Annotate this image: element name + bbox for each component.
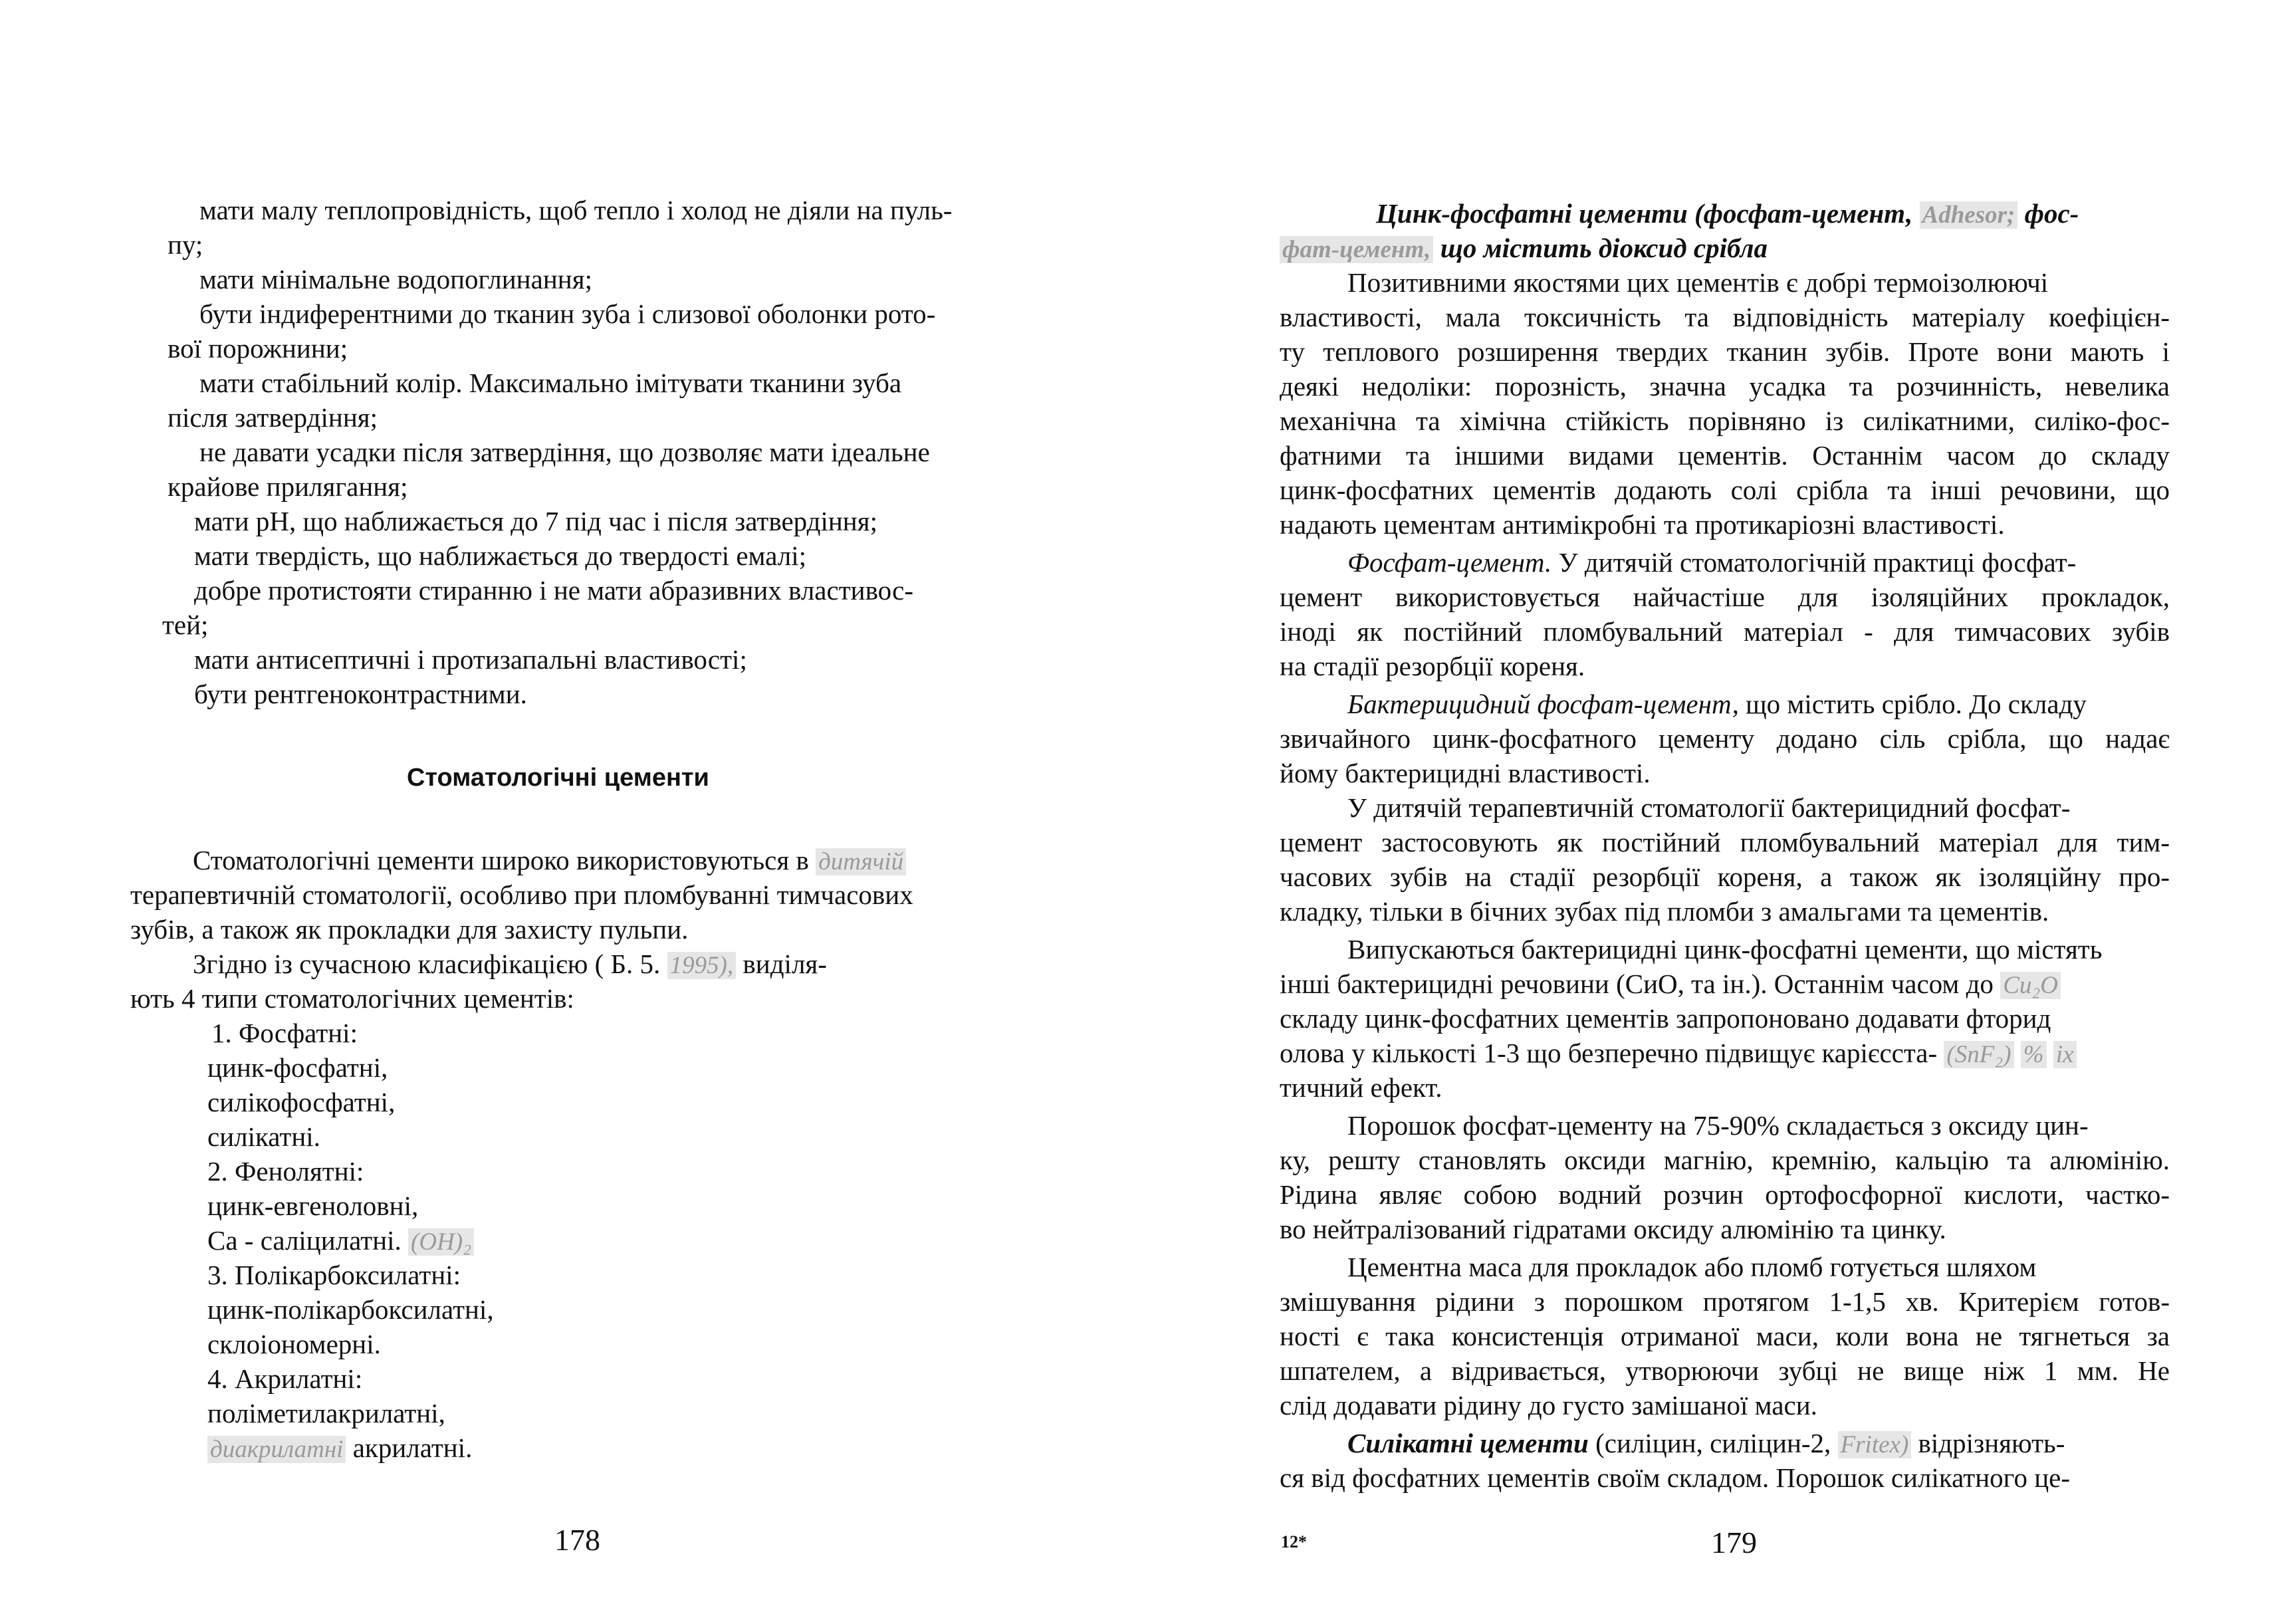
paragraph-line: зубів, а також як прокладки для захисту пульпи.	[130, 914, 689, 945]
list-line: тей;	[162, 610, 209, 640]
class-item: силікатні.	[207, 1121, 320, 1152]
paragraph-line: Випускаються бактерицидні цинк-фосфатні цементи, що містять	[1347, 934, 2103, 965]
paragraph-line: Рідина являє собою водний розчин ортофосфорної кислоти, частко-	[1280, 1179, 2170, 1210]
paragraph-line: Згідно із сучасною класифікацією ( Б. 5. 1995), виділя-	[193, 949, 827, 979]
class-item: 4. Акрилатні:	[207, 1363, 363, 1394]
list-line: бути рентгеноконтрастними.	[194, 679, 527, 709]
paragraph-line: ту теплового розширення твердих тканин зубів. Проте вони мають і	[1280, 336, 2170, 367]
list-line: після затвердіння;	[168, 402, 378, 433]
list-line: мати стабільний колір. Максимально імітувати тканини зуба	[199, 368, 902, 398]
ghost-text: Adhesor;	[1920, 201, 2018, 229]
ghost-text: дитячій	[816, 848, 906, 875]
page-number: 179	[1711, 1526, 1757, 1559]
right-page	[1148, 0, 2296, 1598]
paragraph-line: Позитивними якостями цих цементів є добрі термоізолюючі	[1347, 267, 2049, 298]
signature-mark: 12*	[1281, 1532, 1307, 1551]
paragraph-line: механічна та хімічна стійкість порівняно із силікатними, силіко-фос-	[1280, 405, 2170, 436]
class-item: 1. Фосфатні:	[211, 1018, 358, 1048]
paragraph-line: цемент використовується найчастіше для ізоляційних прокладок,	[1280, 582, 2170, 612]
ghost-text: диакрилатні	[207, 1436, 346, 1463]
paragraph-line: Стоматологічні цементи широко використовуються в дитячій	[193, 843, 906, 879]
class-item: цинк-фосфатні,	[207, 1052, 388, 1083]
class-item: 2. Фенолятні:	[207, 1156, 364, 1187]
paragraph-line: Фосфат-цемент. У дитячій стоматологічній практиці фосфат-	[1347, 547, 2077, 578]
class-item: цинк-полікарбоксилатні,	[207, 1294, 494, 1325]
class-item: поліметилакрилатні,	[207, 1398, 445, 1428]
class-item: силікофосфатні,	[207, 1087, 396, 1117]
paragraph-line: Порошок фосфат-цементу на 75-90% складається з оксиду цин-	[1347, 1110, 2089, 1141]
paragraph-line: Бактерицидний фосфат-цемент, що містить срібло. До складу	[1347, 689, 2087, 719]
list-line: мати твердість, що наближається до твердості емалі;	[194, 540, 807, 571]
list-line: вої порожнини;	[168, 333, 348, 364]
class-item: диакрилатні акрилатні.	[207, 1430, 472, 1467]
list-line: мати pH, що наближається до 7 під час і після затвердіння;	[194, 506, 877, 536]
paragraph-line: часових зубів на стадії резорбції кореня, а також як ізоляційну про-	[1280, 861, 2170, 892]
paragraph-line: інші бактерицидні речовини (СиО, та ін.). Останнім часом до Cu₂O	[1280, 967, 2061, 1003]
ghost-text: (SnF₂)	[1944, 1041, 2013, 1068]
list-line: бути індиферентними до тканин зуба і слизової оболонки рото-	[199, 298, 936, 329]
ghost-text: 1995),	[667, 952, 737, 979]
class-item: Са - саліцилатні. (ОН)₂	[207, 1223, 474, 1260]
list-line: мати малу теплопровідність, щоб тепло і холод не діяли на пуль-	[199, 195, 953, 225]
list-line: пу;	[168, 229, 203, 260]
paragraph-line: іноді як постійний пломбувальний матеріал - для тимчасових зубів	[1280, 616, 2170, 647]
ghost-text: Fritex)	[1838, 1431, 1912, 1458]
paragraph-line: слід додавати рідину до густо замішаної маси.	[1280, 1390, 1817, 1421]
paragraph-line: ку, решту становлять оксиди магнію, кремнію, кальцію та алюмінію.	[1280, 1145, 2170, 1175]
class-item: цинк-евгеноловні,	[207, 1191, 419, 1221]
ghost-text: (ОН)₂	[408, 1228, 474, 1256]
paragraph-line: фатними та іншими видами цементів. Останнім часом до складу	[1280, 440, 2170, 471]
paragraph-line: шпателем, а відривається, утворюючи зубці не вище ніж 1 мм. Не	[1280, 1355, 2170, 1386]
paragraph-line: звичайного цинк-фосфатного цементу додано сіль срібла, що надає	[1280, 723, 2170, 754]
paragraph-line: цинк-фосфатних цементів додають солі срібла та інші речовини, що	[1280, 475, 2170, 505]
ghost-text: %	[2021, 1041, 2047, 1068]
paragraph-line: надають цементам антимікробні та протикаріозні властивості.	[1280, 509, 2005, 540]
list-line: крайове прилягання;	[168, 471, 408, 502]
paragraph-line: олова у кількості 1-3 що безперечно підвищує карієсста- (SnF₂) % ix	[1280, 1036, 2077, 1072]
paragraph-line: властивості, мала токсичність та відповідність матеріалу коефіцієн-	[1280, 302, 2170, 332]
page-number: 178	[554, 1523, 600, 1557]
section-heading: Стоматологічні цементи	[407, 764, 709, 792]
class-item: склоіономерні.	[207, 1329, 381, 1359]
ghost-text: Cu₂O	[2000, 972, 2061, 999]
paragraph-line: Силікатні цементи (силіцин, силіцин-2, Fritex) відрізняють-	[1347, 1428, 2065, 1458]
ghost-text: фат-цемент,	[1280, 236, 1433, 263]
paragraph-line: складу цинк-фосфатних цементів запропоновано додавати фторид	[1280, 1003, 2051, 1034]
section-title: фат-цемент, що містить діоксид срібла	[1280, 231, 1768, 267]
list-line: добре протистояти стиранню і не мати абразивних властивос-	[194, 575, 914, 606]
paragraph-line: тичний ефект.	[1280, 1072, 1442, 1103]
paragraph-line: ся від фосфатних цементів своїм складом. Порошок силікатного це-	[1280, 1462, 2070, 1493]
list-line: мати мінімальне водопоглинання;	[199, 264, 592, 294]
paragraph-line: Цементна маса для прокладок або пломб готується шляхом	[1347, 1252, 2037, 1282]
section-title: Цинк-фосфатні цементи (фосфат-цемент, Adhesor; фос-	[1376, 198, 2079, 229]
paragraph-line: кладку, тільки в бічних зубах під пломби з амальгами та цементів.	[1280, 896, 2049, 927]
paragraph-line: во нейтралізований гідратами оксиду алюмінію та цинку.	[1280, 1214, 1946, 1244]
paragraph-line: ють 4 типи стоматологічних цементів:	[130, 983, 574, 1014]
ghost-text: ix	[2053, 1041, 2077, 1068]
class-item: 3. Полікарбоксилатні:	[207, 1260, 461, 1290]
paragraph-line: змішування рідини з порошком протягом 1-1,5 хв. Критерієм готов-	[1280, 1286, 2170, 1317]
paragraph-line: деякі недоліки: порозність, значна усадка та розчинність, невелика	[1280, 371, 2170, 401]
paragraph-line: йому бактерицидні властивості.	[1280, 758, 1651, 788]
paragraph-line: на стадії резорбції кореня.	[1280, 651, 1585, 681]
paragraph-line: терапевтичній стоматології, особливо при пломбуванні тимчасових	[130, 879, 913, 910]
paragraph-line: цемент застосовують як постійний пломбувальний матеріал для тим-	[1280, 827, 2170, 857]
paragraph-line: У дитячій терапевтичній стоматології бактерицидний фосфат-	[1347, 792, 2071, 823]
list-line: мати антисептичні і протизапальні властивості;	[194, 644, 747, 675]
paragraph-line: ності є така консистенція отриманої маси, коли вона не тягнеться за	[1280, 1321, 2170, 1351]
list-line: не давати усадки після затвердіння, що дозволяє мати ідеальне	[199, 437, 930, 467]
